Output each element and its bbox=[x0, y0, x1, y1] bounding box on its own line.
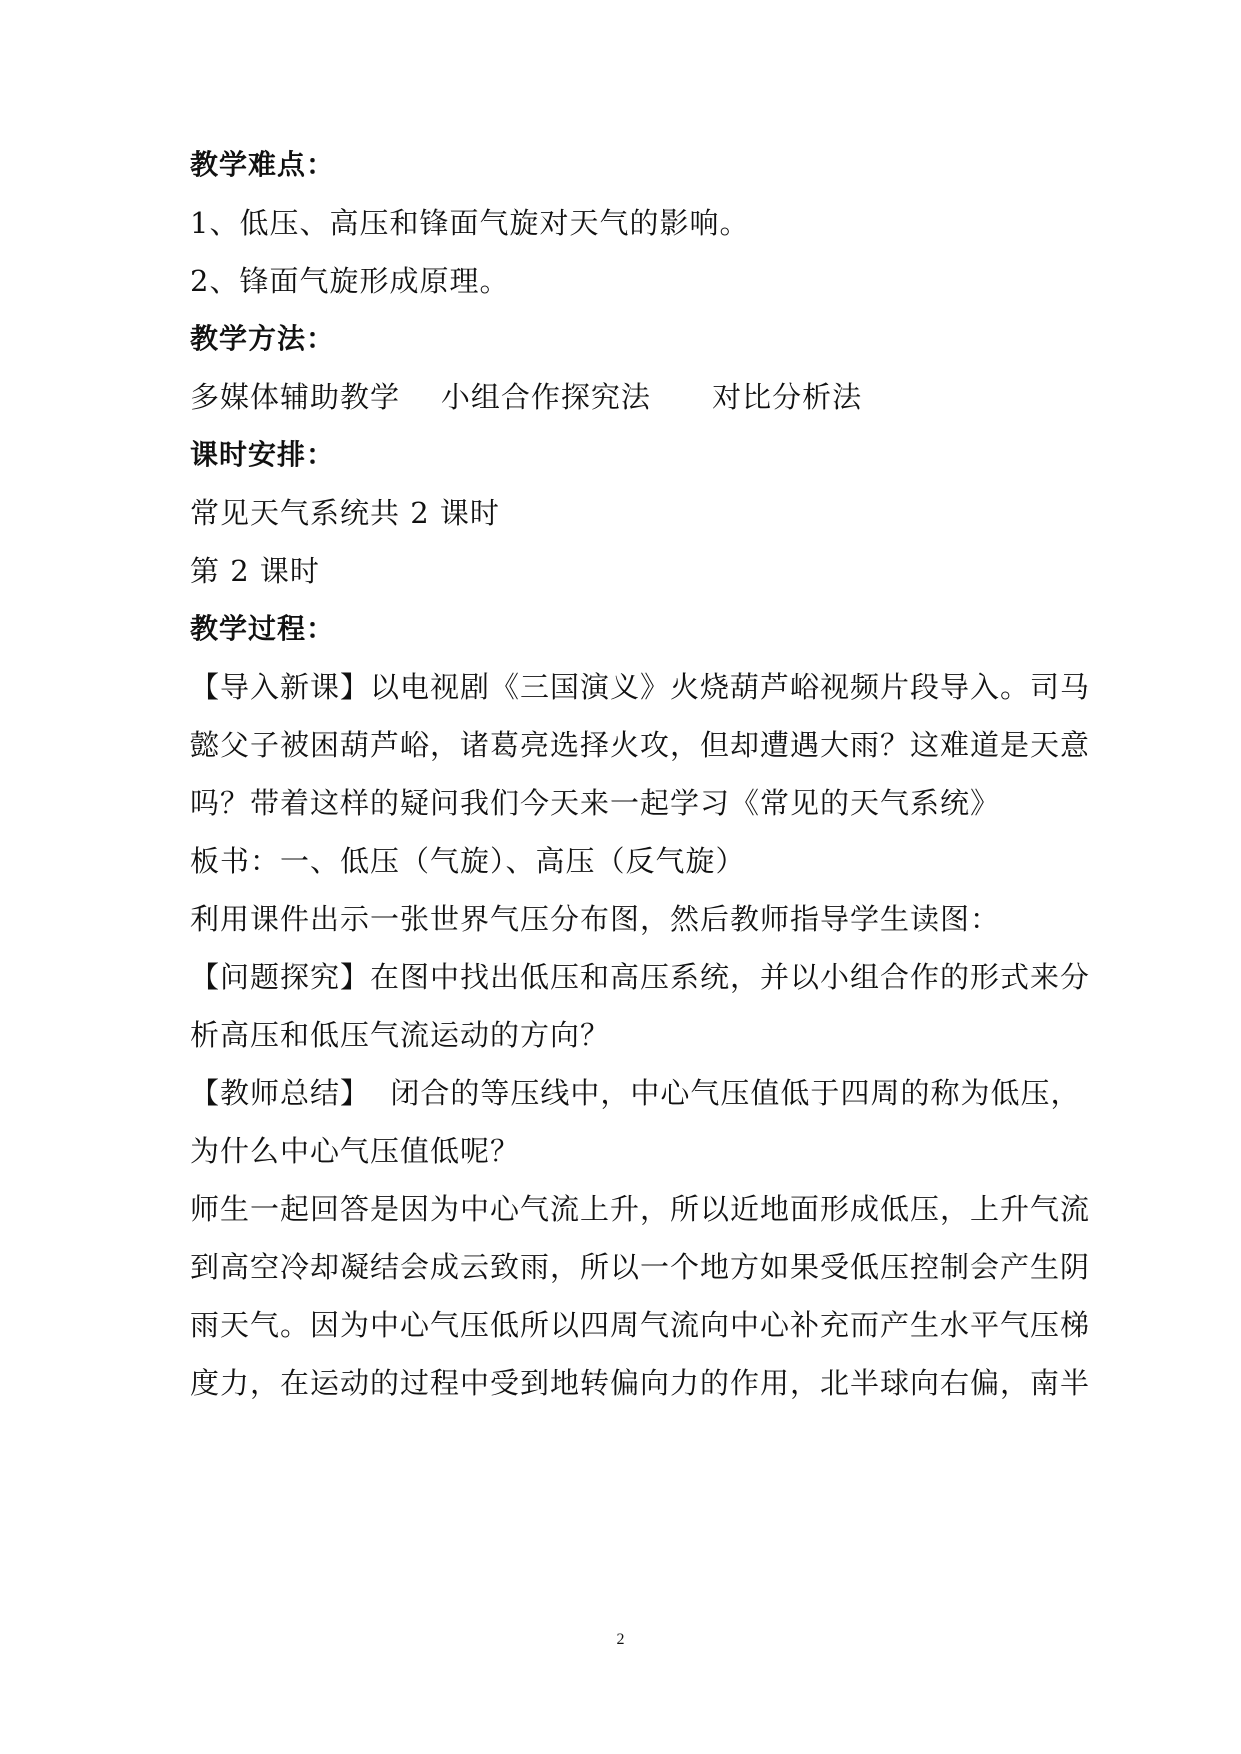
paragraph-line: 到高空冷却凝结会成云致雨，所以一个地方如果受低压控制会产生阴 bbox=[190, 1250, 1091, 1284]
teaching-methods-text: 多媒体辅助教学 小组合作探究法 对比分析法 bbox=[190, 380, 863, 414]
heading-teaching-process: 教学过程： bbox=[190, 612, 336, 645]
schedule-total: 常见天气系统共 2 课时 bbox=[190, 496, 500, 530]
paragraph-line: 利用课件出示一张世界气压分布图，然后教师指导学生读图： bbox=[190, 902, 1001, 936]
paragraph-line: 度力，在运动的过程中受到地转偏向力的作用，北半球向右偏，南半 bbox=[190, 1366, 1091, 1400]
difficulty-item-1: 1、低压、高压和锋面气旋对天气的影响。 bbox=[190, 206, 750, 240]
blackboard-line: 板书：一、低压（气旋）、高压（反气旋） bbox=[190, 844, 746, 878]
paragraph-line: 为什么中心气压值低呢？ bbox=[190, 1134, 521, 1168]
paragraph-line: 【问题探究】在图中找出低压和高压系统，并以小组合作的形式来分 bbox=[190, 960, 1091, 994]
paragraph-line: 【教师总结】 闭合的等压线中，中心气压值低于四周的称为低压， bbox=[190, 1076, 1081, 1110]
paragraph-line: 吗？带着这样的疑问我们今天来一起学习《常见的天气系统》 bbox=[190, 786, 1001, 820]
paragraph-line: 师生一起回答是因为中心气流上升，所以近地面形成低压，上升气流 bbox=[190, 1192, 1091, 1226]
paragraph-line: 懿父子被困葫芦峪，诸葛亮选择火攻，但却遭遇大雨？这难道是天意 bbox=[190, 728, 1091, 762]
paragraph-line: 雨天气。因为中心气压低所以四周气流向中心补充而产生水平气压梯 bbox=[190, 1308, 1091, 1342]
heading-teaching-difficulties: 教学难点： bbox=[190, 148, 336, 181]
paragraph-line: 析高压和低压气流运动的方向？ bbox=[190, 1018, 611, 1052]
heading-teaching-methods: 教学方法： bbox=[190, 322, 336, 355]
schedule-current: 第 2 课时 bbox=[190, 554, 320, 588]
page-number: 2 bbox=[616, 1631, 625, 1648]
heading-class-schedule: 课时安排： bbox=[190, 438, 336, 471]
paragraph-line: 【导入新课】以电视剧《三国演义》火烧葫芦峪视频片段导入。司马 bbox=[190, 670, 1091, 704]
difficulty-item-2: 2、锋面气旋形成原理。 bbox=[190, 264, 510, 298]
